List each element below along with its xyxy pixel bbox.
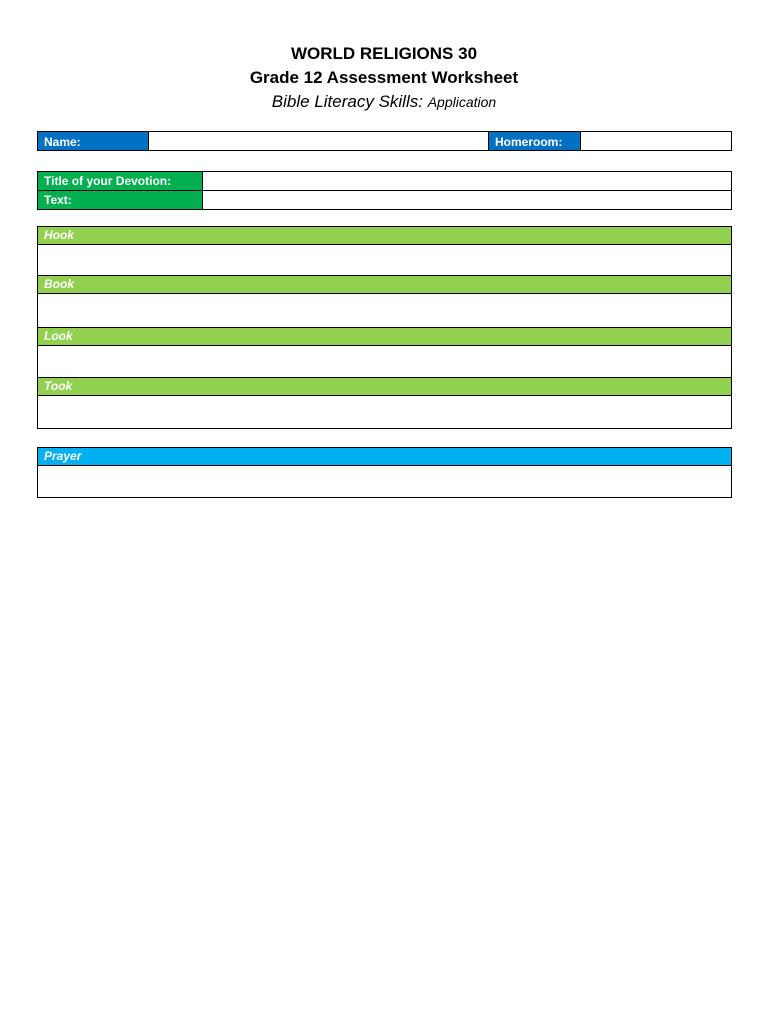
homeroom-label: Homeroom: (488, 132, 580, 150)
devotion-title-row (38, 172, 731, 190)
student-info-row (37, 131, 732, 151)
skill-main: Bible Literacy Skills: (271, 92, 423, 111)
took-field[interactable] (38, 395, 731, 428)
devotion-text-row (38, 190, 731, 209)
book-header: Book (38, 275, 731, 293)
name-label: Name: (38, 132, 148, 150)
devotion-text-field[interactable] (203, 191, 731, 209)
devotion-table (37, 171, 732, 210)
skill-subtitle (0, 90, 768, 114)
skill-sub: Application (427, 94, 497, 110)
look-field[interactable] (38, 345, 731, 377)
book-field[interactable] (38, 293, 731, 327)
hook-field[interactable] (38, 244, 731, 275)
hook-book-look-took-table (37, 226, 732, 429)
name-field[interactable] (148, 132, 488, 150)
course-title: WORLD RELIGIONS 30 (290, 44, 478, 63)
prayer-field[interactable] (38, 465, 731, 497)
look-header: Look (38, 327, 731, 345)
devotion-text-label: Text: (38, 191, 203, 209)
worksheet-title: Grade 12 Assessment Worksheet (249, 68, 519, 87)
prayer-table (37, 447, 732, 498)
devotion-title-label: Title of your Devotion: (38, 172, 203, 190)
homeroom-field[interactable] (580, 132, 731, 150)
took-header: Took (38, 377, 731, 395)
worksheet-header (0, 42, 768, 114)
hook-header: Hook (38, 227, 731, 244)
prayer-header: Prayer (38, 448, 731, 465)
devotion-title-field[interactable] (203, 172, 731, 190)
